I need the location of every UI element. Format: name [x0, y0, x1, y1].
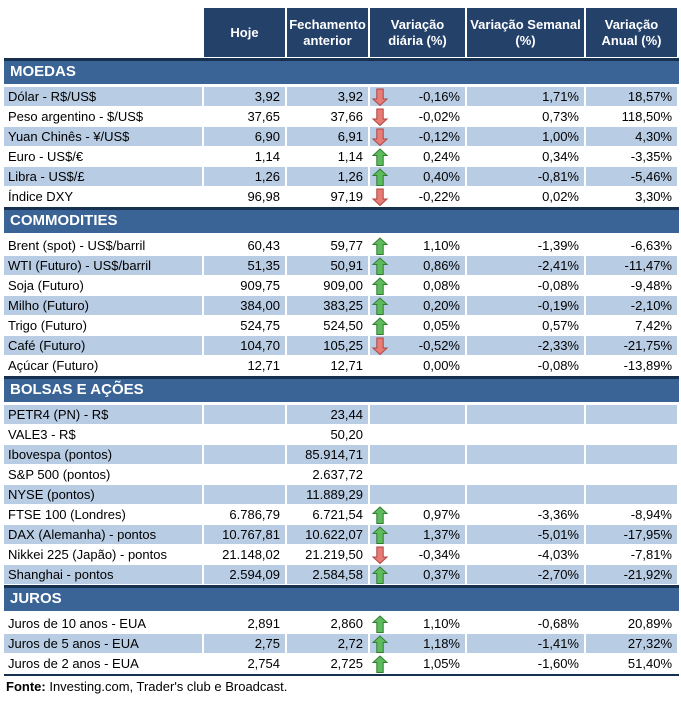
cell-hoje: 12,71	[204, 356, 285, 375]
table-row	[4, 545, 679, 564]
row-label: Café (Futuro)	[4, 336, 202, 355]
cell-variacao-diaria	[370, 236, 465, 255]
table-row	[4, 187, 679, 206]
cell-variacao-anual	[586, 465, 677, 484]
cell-variacao-diaria	[370, 425, 465, 444]
column-header-hoje: Hoje	[204, 8, 285, 57]
up-arrow-icon	[373, 615, 387, 633]
cell-fechamento-anterior: 50,91	[287, 256, 368, 275]
cell-fechamento-anterior: 6,91	[287, 127, 368, 146]
table-row	[4, 654, 679, 673]
row-label: Juros de 2 anos - EUA	[4, 654, 202, 673]
cell-variacao-diaria	[370, 445, 465, 464]
variacao-diaria-value: 0,37%	[423, 567, 460, 582]
cell-hoje: 96,98	[204, 187, 285, 206]
row-label: DAX (Alemanha) - pontos	[4, 525, 202, 544]
table-row	[4, 147, 679, 166]
variacao-diaria-value: 0,05%	[423, 318, 460, 333]
cell-variacao-semanal: -0,08%	[467, 356, 584, 375]
cell-variacao-diaria	[370, 147, 465, 166]
cell-hoje: 37,65	[204, 107, 285, 126]
cell-fechamento-anterior: 12,71	[287, 356, 368, 375]
down-arrow-icon	[373, 88, 387, 106]
cell-fechamento-anterior: 59,77	[287, 236, 368, 255]
row-label: NYSE (pontos)	[4, 485, 202, 504]
variacao-diaria-value: 1,10%	[423, 238, 460, 253]
cell-fechamento-anterior: 1,26	[287, 167, 368, 186]
row-label: Trigo (Futuro)	[4, 316, 202, 335]
table-row	[4, 525, 679, 544]
row-label: Ibovespa (pontos)	[4, 445, 202, 464]
row-label: Brent (spot) - US$/barril	[4, 236, 202, 255]
up-arrow-icon	[373, 168, 387, 186]
row-label: Shanghai - pontos	[4, 565, 202, 584]
variacao-diaria-value: 0,86%	[423, 258, 460, 273]
up-arrow-icon	[373, 526, 387, 544]
table-row	[4, 505, 679, 524]
cell-variacao-anual	[586, 445, 677, 464]
cell-hoje: 21.148,02	[204, 545, 285, 564]
cell-fechamento-anterior: 23,44	[287, 405, 368, 424]
table-body	[4, 58, 679, 673]
variacao-diaria-value: 0,40%	[423, 169, 460, 184]
cell-variacao-semanal: -0,68%	[467, 614, 584, 633]
row-label: Libra - US$/£	[4, 167, 202, 186]
table-row	[4, 276, 679, 295]
variacao-diaria-value: 1,10%	[423, 616, 460, 631]
cell-variacao-anual	[586, 405, 677, 424]
cell-variacao-semanal: -2,33%	[467, 336, 584, 355]
cell-variacao-anual: -7,81%	[586, 545, 677, 564]
variacao-diaria-value: -0,22%	[418, 189, 460, 204]
cell-variacao-diaria	[370, 634, 465, 653]
cell-variacao-diaria	[370, 87, 465, 106]
row-label: Euro - US$/€	[4, 147, 202, 166]
variacao-diaria-value: 0,97%	[423, 507, 460, 522]
cell-variacao-anual: -5,46%	[586, 167, 677, 186]
up-arrow-icon	[373, 317, 387, 335]
cell-variacao-diaria	[370, 654, 465, 673]
cell-variacao-anual: -2,10%	[586, 296, 677, 315]
table-row	[4, 356, 679, 375]
cell-variacao-diaria	[370, 565, 465, 584]
cell-hoje	[204, 485, 285, 504]
table-row	[4, 127, 679, 146]
cell-fechamento-anterior: 50,20	[287, 425, 368, 444]
cell-fechamento-anterior: 21.219,50	[287, 545, 368, 564]
variacao-diaria-value: -0,34%	[418, 547, 460, 562]
cell-variacao-diaria	[370, 296, 465, 315]
column-header-variacao-anual: Variação Anual (%)	[586, 8, 677, 57]
cell-fechamento-anterior: 383,25	[287, 296, 368, 315]
cell-variacao-semanal: -5,01%	[467, 525, 584, 544]
up-arrow-icon	[373, 277, 387, 295]
row-label: WTI (Futuro) - US$/barril	[4, 256, 202, 275]
section-header-juros: JUROS	[4, 585, 679, 611]
cell-variacao-semanal: -3,36%	[467, 505, 584, 524]
source-note-text: Investing.com, Trader's club e Broadcast.	[45, 679, 288, 694]
cell-hoje: 6.786,79	[204, 505, 285, 524]
cell-variacao-diaria	[370, 356, 465, 375]
cell-variacao-anual: 4,30%	[586, 127, 677, 146]
row-label: FTSE 100 (Londres)	[4, 505, 202, 524]
cell-variacao-semanal: -1,41%	[467, 634, 584, 653]
cell-fechamento-anterior: 524,50	[287, 316, 368, 335]
source-note	[4, 674, 679, 694]
cell-variacao-diaria	[370, 336, 465, 355]
cell-variacao-diaria	[370, 485, 465, 504]
variacao-diaria-value: 1,18%	[423, 636, 460, 651]
cell-variacao-diaria	[370, 465, 465, 484]
row-label: Açúcar (Futuro)	[4, 356, 202, 375]
cell-hoje: 909,75	[204, 276, 285, 295]
table-row	[4, 336, 679, 355]
cell-fechamento-anterior: 1,14	[287, 147, 368, 166]
cell-variacao-anual	[586, 485, 677, 504]
cell-variacao-diaria	[370, 316, 465, 335]
cell-variacao-semanal: -2,41%	[467, 256, 584, 275]
variacao-diaria-value: 0,20%	[423, 298, 460, 313]
column-header-variacao-semanal: Variação Semanal (%)	[467, 8, 584, 57]
cell-fechamento-anterior: 3,92	[287, 87, 368, 106]
cell-variacao-anual: 51,40%	[586, 654, 677, 673]
cell-fechamento-anterior: 2,860	[287, 614, 368, 633]
up-arrow-icon	[373, 237, 387, 255]
cell-variacao-semanal: 0,34%	[467, 147, 584, 166]
cell-variacao-semanal	[467, 425, 584, 444]
cell-fechamento-anterior: 2,725	[287, 654, 368, 673]
cell-hoje: 1,26	[204, 167, 285, 186]
header-spacer	[4, 8, 202, 57]
cell-variacao-semanal: -2,70%	[467, 565, 584, 584]
table-row	[4, 565, 679, 584]
cell-variacao-diaria	[370, 505, 465, 524]
cell-variacao-anual: -3,35%	[586, 147, 677, 166]
cell-fechamento-anterior: 37,66	[287, 107, 368, 126]
cell-variacao-anual: -17,95%	[586, 525, 677, 544]
cell-variacao-diaria	[370, 127, 465, 146]
variacao-diaria-value: 0,24%	[423, 149, 460, 164]
cell-variacao-semanal	[467, 445, 584, 464]
table-row	[4, 445, 679, 464]
table-row	[4, 87, 679, 106]
variacao-diaria-value: -0,16%	[418, 89, 460, 104]
up-arrow-icon	[373, 297, 387, 315]
section-header-moedas: MOEDAS	[4, 58, 679, 84]
up-arrow-icon	[373, 566, 387, 584]
cell-variacao-anual	[586, 425, 677, 444]
table-row	[4, 167, 679, 186]
column-header-variacao-diaria: Variação diária (%)	[370, 8, 465, 57]
cell-variacao-semanal: -4,03%	[467, 545, 584, 564]
table-row	[4, 634, 679, 653]
up-arrow-icon	[373, 148, 387, 166]
up-arrow-icon	[373, 655, 387, 673]
variacao-diaria-value: -0,12%	[418, 129, 460, 144]
row-label: Peso argentino - $/US$	[4, 107, 202, 126]
cell-variacao-diaria	[370, 187, 465, 206]
cell-variacao-semanal: 0,73%	[467, 107, 584, 126]
row-label: Milho (Futuro)	[4, 296, 202, 315]
cell-hoje: 6,90	[204, 127, 285, 146]
table-row	[4, 425, 679, 444]
table-row	[4, 256, 679, 275]
up-arrow-icon	[373, 257, 387, 275]
row-label: Juros de 10 anos - EUA	[4, 614, 202, 633]
cell-variacao-semanal	[467, 405, 584, 424]
cell-variacao-anual: 118,50%	[586, 107, 677, 126]
cell-hoje: 384,00	[204, 296, 285, 315]
cell-variacao-semanal: 1,00%	[467, 127, 584, 146]
cell-variacao-diaria	[370, 167, 465, 186]
down-arrow-icon	[373, 128, 387, 146]
cell-hoje	[204, 405, 285, 424]
cell-variacao-semanal	[467, 465, 584, 484]
cell-fechamento-anterior: 909,00	[287, 276, 368, 295]
cell-hoje: 524,75	[204, 316, 285, 335]
cell-variacao-diaria	[370, 525, 465, 544]
cell-fechamento-anterior: 2.584,58	[287, 565, 368, 584]
variacao-diaria-value: 0,08%	[423, 278, 460, 293]
cell-fechamento-anterior: 11.889,29	[287, 485, 368, 504]
cell-fechamento-anterior: 85.914,71	[287, 445, 368, 464]
cell-hoje: 2,754	[204, 654, 285, 673]
cell-variacao-anual: 7,42%	[586, 316, 677, 335]
cell-variacao-anual: -6,63%	[586, 236, 677, 255]
cell-variacao-anual: -13,89%	[586, 356, 677, 375]
table-row	[4, 405, 679, 424]
cell-hoje	[204, 445, 285, 464]
cell-variacao-diaria	[370, 256, 465, 275]
table-row	[4, 465, 679, 484]
cell-variacao-semanal: -1,60%	[467, 654, 584, 673]
cell-hoje: 1,14	[204, 147, 285, 166]
down-arrow-icon	[373, 546, 387, 564]
cell-hoje: 10.767,81	[204, 525, 285, 544]
row-label: Nikkei 225 (Japão) - pontos	[4, 545, 202, 564]
source-note-prefix: Fonte:	[6, 679, 46, 694]
cell-variacao-anual: -21,75%	[586, 336, 677, 355]
cell-variacao-anual: 27,32%	[586, 634, 677, 653]
up-arrow-icon	[373, 506, 387, 524]
cell-variacao-semanal: -0,19%	[467, 296, 584, 315]
table-row	[4, 236, 679, 255]
cell-hoje: 104,70	[204, 336, 285, 355]
down-arrow-icon	[373, 108, 387, 126]
cell-hoje: 60,43	[204, 236, 285, 255]
cell-variacao-semanal: 0,57%	[467, 316, 584, 335]
section-header-bolsas-e-acoes: BOLSAS E AÇÕES	[4, 376, 679, 402]
row-label: VALE3 - R$	[4, 425, 202, 444]
table-row	[4, 485, 679, 504]
cell-variacao-anual: 3,30%	[586, 187, 677, 206]
down-arrow-icon	[373, 188, 387, 206]
up-arrow-icon	[373, 635, 387, 653]
cell-variacao-semanal: 0,02%	[467, 187, 584, 206]
cell-fechamento-anterior: 2,72	[287, 634, 368, 653]
cell-hoje: 2,75	[204, 634, 285, 653]
cell-fechamento-anterior: 6.721,54	[287, 505, 368, 524]
cell-variacao-anual: -9,48%	[586, 276, 677, 295]
cell-variacao-semanal: -0,81%	[467, 167, 584, 186]
cell-variacao-semanal	[467, 485, 584, 504]
section-header-commodities: COMMODITIES	[4, 207, 679, 233]
table-row	[4, 316, 679, 335]
down-arrow-icon	[373, 337, 387, 355]
cell-variacao-semanal: -0,08%	[467, 276, 584, 295]
row-label: S&P 500 (pontos)	[4, 465, 202, 484]
cell-fechamento-anterior: 2.637,72	[287, 465, 368, 484]
cell-variacao-diaria	[370, 405, 465, 424]
cell-variacao-anual: 18,57%	[586, 87, 677, 106]
variacao-diaria-value: 0,00%	[423, 358, 460, 373]
cell-variacao-diaria	[370, 545, 465, 564]
row-label: Dólar - R$/US$	[4, 87, 202, 106]
column-header-fechamento: Fechamento anterior	[287, 8, 368, 57]
cell-fechamento-anterior: 105,25	[287, 336, 368, 355]
variacao-diaria-value: -0,52%	[418, 338, 460, 353]
cell-variacao-diaria	[370, 107, 465, 126]
cell-variacao-semanal: -1,39%	[467, 236, 584, 255]
table-row	[4, 296, 679, 315]
cell-variacao-semanal: 1,71%	[467, 87, 584, 106]
cell-hoje: 3,92	[204, 87, 285, 106]
cell-variacao-diaria	[370, 614, 465, 633]
table-row	[4, 107, 679, 126]
variacao-diaria-value: 1,05%	[423, 656, 460, 671]
cell-variacao-anual: -21,92%	[586, 565, 677, 584]
cell-hoje	[204, 465, 285, 484]
cell-fechamento-anterior: 10.622,07	[287, 525, 368, 544]
table-row	[4, 614, 679, 633]
cell-variacao-diaria	[370, 276, 465, 295]
cell-hoje: 2,891	[204, 614, 285, 633]
cell-hoje	[204, 425, 285, 444]
table-header-row	[4, 8, 679, 57]
cell-variacao-anual: -8,94%	[586, 505, 677, 524]
cell-fechamento-anterior: 97,19	[287, 187, 368, 206]
cell-variacao-anual: 20,89%	[586, 614, 677, 633]
variacao-diaria-value: -0,02%	[418, 109, 460, 124]
row-label: Juros de 5 anos - EUA	[4, 634, 202, 653]
cell-variacao-anual: -11,47%	[586, 256, 677, 275]
row-label: Yuan Chinês - ¥/US$	[4, 127, 202, 146]
cell-hoje: 51,35	[204, 256, 285, 275]
variacao-diaria-value: 1,37%	[423, 527, 460, 542]
row-label: PETR4 (PN) - R$	[4, 405, 202, 424]
row-label: Soja (Futuro)	[4, 276, 202, 295]
row-label: Índice DXY	[4, 187, 202, 206]
cell-hoje: 2.594,09	[204, 565, 285, 584]
